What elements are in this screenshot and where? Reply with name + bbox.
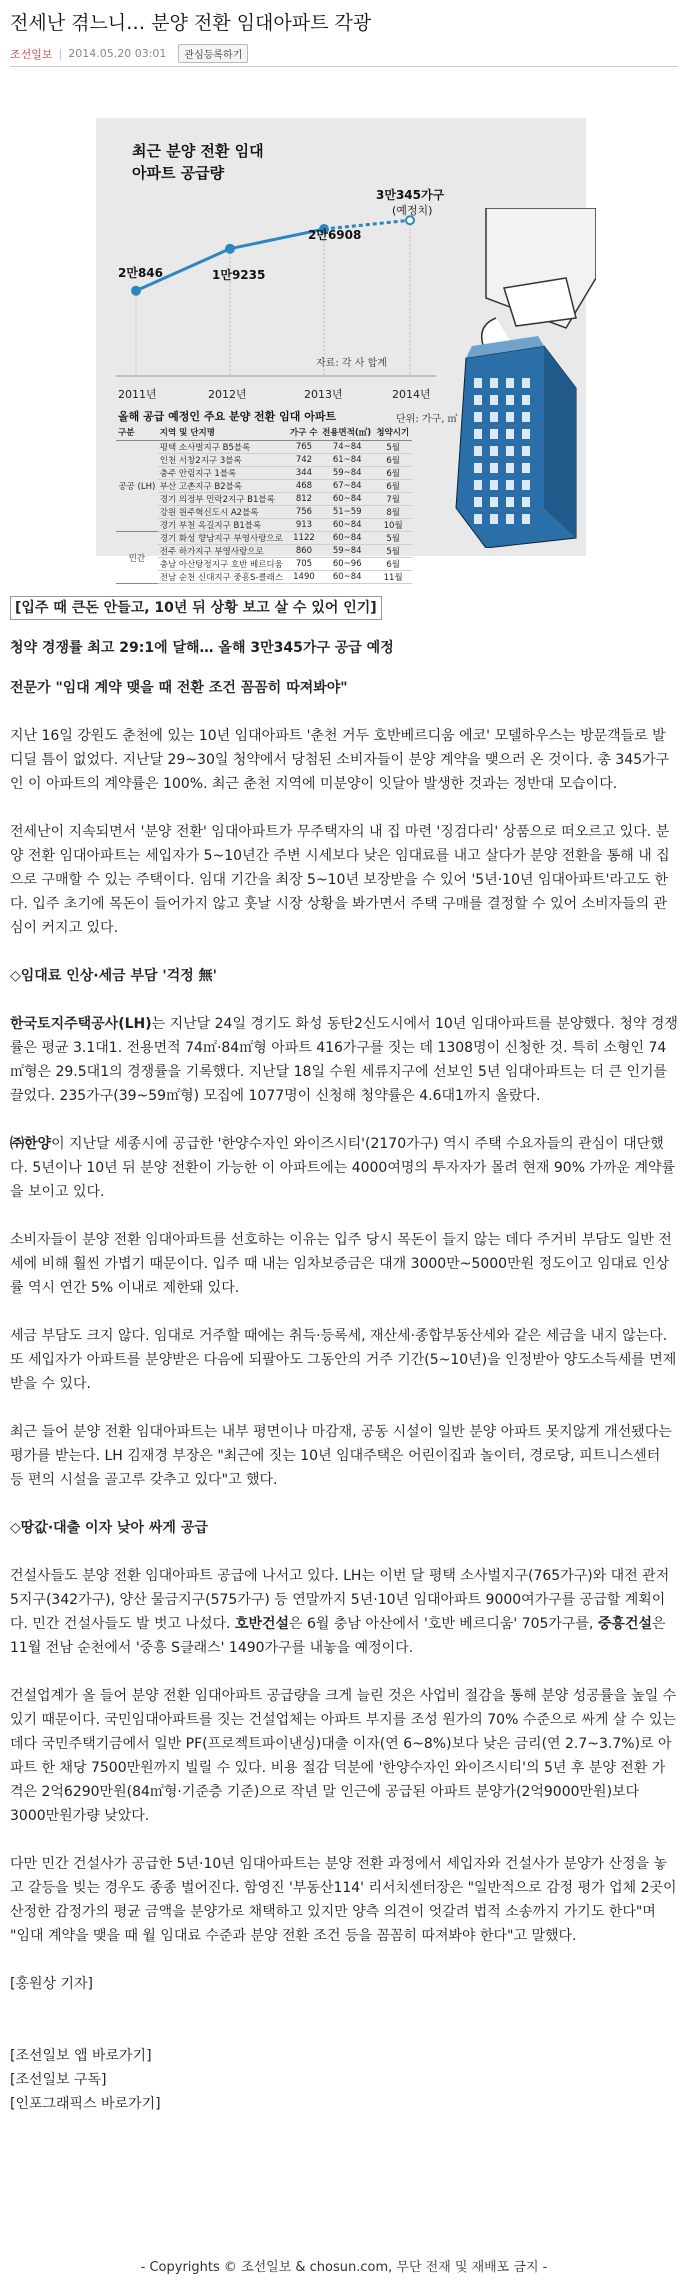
building-window bbox=[522, 514, 530, 524]
building-window bbox=[474, 446, 482, 456]
table-cell: 742 bbox=[288, 454, 320, 467]
table-cell: 51~59 bbox=[320, 506, 374, 519]
building-window bbox=[474, 497, 482, 507]
table-group-cell: 공공 (LH) bbox=[116, 441, 158, 532]
chart-source-note: 자료: 각 사 합계 bbox=[316, 358, 387, 369]
supply-table bbox=[116, 424, 412, 584]
building-window bbox=[522, 446, 530, 456]
table-cell: 60~84 bbox=[320, 519, 374, 532]
article-source[interactable]: 조선일보 bbox=[10, 47, 53, 61]
table-cell: 평택 소사벌지구 B5블록 bbox=[158, 441, 288, 454]
building-window bbox=[490, 480, 498, 490]
company-name: 호반건설 bbox=[234, 1616, 290, 1632]
table-cell: 59~84 bbox=[320, 467, 374, 480]
company-name: 중흥건설 bbox=[597, 1616, 652, 1632]
building-window bbox=[490, 497, 498, 507]
paragraph: 최근 들어 분양 전환 임대아파트는 내부 평면이나 마감재, 공동 시설이 일반 분양 아파트 못지않게 개선됐다는 평가를 받는다. LH 김재경 부장은 "최근에 짓는 10년 임대주택은 어린이집과 놀이터, 경로당, 피트니스센터 등 편의 시설을 골고루 갖추고 있다"고 했다. bbox=[10, 1424, 672, 1488]
building-window bbox=[522, 480, 530, 490]
table-row bbox=[116, 571, 412, 584]
building-window bbox=[490, 378, 498, 388]
building-window bbox=[490, 446, 498, 456]
x-tick-2013: 2013년 bbox=[304, 388, 343, 401]
building-windows bbox=[426, 208, 596, 548]
building-window bbox=[490, 463, 498, 473]
building-window bbox=[474, 429, 482, 439]
article-datetime: 2014.05.20 03:01 bbox=[68, 47, 167, 60]
table-title: 올해 공급 예정인 주요 분양 전환 임대 아파트 bbox=[118, 410, 337, 423]
table-row bbox=[116, 519, 412, 532]
infographics-link[interactable]: [인포그래픽스 바로가기] bbox=[10, 2096, 161, 2112]
table-header-cell: 청약시기 bbox=[374, 424, 412, 441]
table-cell: 860 bbox=[288, 545, 320, 558]
table-cell: 765 bbox=[288, 441, 320, 454]
section-heading: ◇땅값·대출 이자 낮아 싸게 공급 bbox=[10, 1520, 208, 1536]
data-label-2011: 2만846 bbox=[118, 266, 163, 280]
building-window bbox=[490, 429, 498, 439]
table-cell: 61~84 bbox=[320, 454, 374, 467]
article-meta bbox=[10, 44, 248, 63]
data-point bbox=[132, 287, 140, 295]
table-cell: 7월 bbox=[374, 493, 412, 506]
building-window bbox=[474, 395, 482, 405]
table-header-row bbox=[116, 424, 412, 441]
table-unit: 단위: 가구, ㎡ bbox=[396, 414, 458, 425]
table-cell: 5월 bbox=[374, 532, 412, 545]
subscribe-link[interactable]: [조선일보 구독] bbox=[10, 2072, 107, 2088]
table-cell: 충주 안림지구 1블록 bbox=[158, 467, 288, 480]
table-cell: 부산 고촌지구 B2블록 bbox=[158, 480, 288, 493]
table-row bbox=[116, 493, 412, 506]
x-tick-2012: 2012년 bbox=[208, 388, 247, 401]
data-point bbox=[226, 245, 234, 253]
forecast-annotation: (예정치) bbox=[392, 204, 433, 217]
building-window bbox=[506, 378, 514, 388]
table-cell: 강원 원주혁신도시 A2블록 bbox=[158, 506, 288, 519]
table-cell: 경기 화성 향남지구 부영사랑으로 bbox=[158, 532, 288, 545]
building-window bbox=[522, 395, 530, 405]
building-window bbox=[474, 514, 482, 524]
table-row bbox=[116, 467, 412, 480]
subheadline-box: [입주 때 큰돈 안들고, 10년 뒤 상황 보고 살 수 있어 인기] bbox=[10, 596, 382, 620]
building-window bbox=[522, 378, 530, 388]
infographic-title-line2: 아파트 공급량 bbox=[132, 164, 225, 182]
table-cell: 812 bbox=[288, 493, 320, 506]
building-window bbox=[506, 497, 514, 507]
infographic bbox=[96, 118, 586, 583]
subheadline-3: 전문가 "임대 계약 맺을 때 전환 조건 꼼꼼히 따져봐야" bbox=[10, 680, 348, 696]
building-window bbox=[474, 463, 482, 473]
paragraph: 소비자들이 분양 전환 임대아파트를 선호하는 이유는 입주 당시 목돈이 들지 않는 데다 주거비 부담도 일반 전세에 비해 훨씬 가볍기 때문이다. 입주 때 내는 임차보증금은 대개 3000만~5000만원 정도이고 임대료 인상률 역시 연간 5% 이내로 제한돼 있다. bbox=[10, 1232, 672, 1296]
paragraph: 세금 부담도 크지 않다. 임대로 거주할 때에는 취득·등록세, 재산세·종합부동산세와 같은 세금을 내지 않는다. 또 세입자가 아파트를 분양받은 다음에 되팔아도 그동안의 거주 기간(5~10년)을 인정받아 양도소득세를 면제받을 수 있다. bbox=[10, 1328, 677, 1392]
table-cell: 60~84 bbox=[320, 493, 374, 506]
table-cell: 5월 bbox=[374, 545, 412, 558]
table-row bbox=[116, 558, 412, 571]
table-cell: 인천 서창2지구 3블록 bbox=[158, 454, 288, 467]
table-row bbox=[116, 532, 412, 545]
table-cell: 6월 bbox=[374, 480, 412, 493]
table-cell: 756 bbox=[288, 506, 320, 519]
table-cell: 705 bbox=[288, 558, 320, 571]
related-links bbox=[10, 2020, 678, 2116]
building-window bbox=[522, 412, 530, 422]
table-cell: 913 bbox=[288, 519, 320, 532]
building-window bbox=[522, 463, 530, 473]
paragraph bbox=[10, 1132, 678, 1204]
subheadline-1 bbox=[10, 596, 678, 620]
table-cell: 74~84 bbox=[320, 441, 374, 454]
table-cell: 344 bbox=[288, 467, 320, 480]
table-row bbox=[116, 480, 412, 493]
table-cell: 60~84 bbox=[320, 571, 374, 584]
table-cell: 6월 bbox=[374, 558, 412, 571]
building-window bbox=[522, 429, 530, 439]
x-tick-2014: 2014년 bbox=[392, 388, 431, 401]
paragraph-text: 는 지난달 24일 경기도 화성 동탄2신도시에서 10년 임대아파트를 분양했다. 청약 경쟁률은 평균 3.1대1. 전용면적 74㎡·84㎡형 아파트 416가구를 짓는 데 1308명이 신청한 것. 특히 소형인 74㎡형은 29.5대1의 경쟁률을 기록했다. 지난달 18일 수원 세류지구에 선보인 5년 임대아파트는 더 큰 인기를 끌었다. 235가구(39~59㎡형) 모집에 1077명이 신청해 청약률은 4.6대1까지 올랐다. bbox=[10, 1016, 678, 1104]
paragraph-text: 건설사들도 분양 전환 임대아파트 공급에 나서고 있다. LH는 이번 달 평택 소사벌지구(765가구)와 대전 관저5지구(342가구), 양산 물금지구(575가구) 등 연말까지 5년·10년 임대아파트 9000여가구를 공급할 계획이다. 민간 건설사들도 발 벗고 나섰다. bbox=[10, 1568, 670, 1632]
building-window bbox=[490, 395, 498, 405]
x-tick-2011: 2011년 bbox=[118, 388, 157, 401]
table-cell: 1122 bbox=[288, 532, 320, 545]
building-window bbox=[522, 497, 530, 507]
table-header-cell: 지역 및 단지명 bbox=[158, 424, 288, 441]
byline: [홍원상 기자] bbox=[10, 1976, 93, 1992]
table-group-cell: 민간 bbox=[116, 532, 158, 584]
data-label-2014: 3만345가구 bbox=[376, 188, 445, 202]
table-cell: 전남 순천 신대지구 중흥S-클래스 bbox=[158, 571, 288, 584]
table-cell: 6월 bbox=[374, 454, 412, 467]
paragraph-text: 은 6월 충남 아산에서 '호반 베르디움' 705가구를, bbox=[289, 1616, 598, 1632]
copyright-footer: - Copyrights © 조선일보 & chosun.com, 무단 전재 및 재배포 금지 - bbox=[140, 2260, 548, 2275]
table-cell: 10월 bbox=[374, 519, 412, 532]
paragraph: 지난 16일 강원도 춘천에 있는 10년 임대아파트 '춘천 거두 호반베르디움 에코' 모델하우스는 방문객들로 발 디딜 틈이 없었다. 지난달 29~30일 청약에서 당첨된 소비자들이 분양 계약을 맺으러 온 것이다. 총 345가구인 이 아파트의 계약률은 100%. 최근 춘천 지역에 미분양이 잇달아 발생한 것과는 정반대 모습이다. bbox=[10, 728, 670, 792]
table-cell: 11월 bbox=[374, 571, 412, 584]
table-row bbox=[116, 454, 412, 467]
table-cell: 경기 의정부 민락2지구 B1블록 bbox=[158, 493, 288, 506]
paragraph-text: 이 지난달 세종시에 공급한 '한양수자인 와이즈시티'(2170가구) 역시 주택 수요자들의 관심이 대단했다. 5년이나 10년 뒤 분양 전환이 가능한 이 아파트에는 4000여명의 투자자가 몰려 현재 90% 가까운 계약률을 보이고 있다. bbox=[10, 1136, 676, 1200]
table-header-cell: 가구 수 bbox=[288, 424, 320, 441]
table-cell: 전주 하가지구 부영사랑으로 bbox=[158, 545, 288, 558]
table-cell: 60~84 bbox=[320, 532, 374, 545]
table-cell: 경기 부천 옥길지구 B1블록 bbox=[158, 519, 288, 532]
building-window bbox=[474, 480, 482, 490]
bookmark-button[interactable]: 관심등록하기 bbox=[178, 44, 248, 63]
company-name: ㈜한양 bbox=[10, 1136, 52, 1152]
paragraph bbox=[10, 1012, 678, 1108]
table-cell: 충남 아산탕정지구 호반 베르디움 bbox=[158, 558, 288, 571]
article-headline: 전세난 겪느니… 분양 전환 임대아파트 각광 bbox=[10, 12, 372, 34]
article-body bbox=[10, 596, 678, 2116]
paragraph-text: 은 11월 전남 순천에서 '중흥 S클래스' 1490가구를 내놓을 예정이다. bbox=[10, 1616, 666, 1656]
table-row bbox=[116, 441, 412, 454]
building-window bbox=[490, 412, 498, 422]
section-heading: ◇임대료 인상·세금 부담 '걱정 無' bbox=[10, 968, 217, 984]
table-cell: 60~96 bbox=[320, 558, 374, 571]
header-divider bbox=[10, 66, 678, 67]
infographic-title-line1: 최근 분양 전환 임대 bbox=[132, 142, 264, 160]
building-window bbox=[474, 378, 482, 388]
building-window bbox=[490, 514, 498, 524]
paragraph bbox=[10, 1564, 678, 1660]
building-window bbox=[474, 412, 482, 422]
building-window bbox=[506, 446, 514, 456]
table-row bbox=[116, 545, 412, 558]
table-cell: 5월 bbox=[374, 441, 412, 454]
paragraph: 전세난이 지속되면서 '분양 전환' 임대아파트가 무주택자의 내 집 마련 '징검다리' 상품으로 떠오르고 있다. 분양 전환 임대아파트는 세입자가 5~10년간 주변 시세보다 낮은 임대료를 내고 살다가 분양 전환을 통해 내 집으로 구매할 수 있는 주택이다. 임대 기간을 최장 5~10년 보장받을 수 있어 '5년·10년 임대아파트'라고도 한다. 입주 초기에 목돈이 들어가지 않고 훗날 시장 상황을 봐가면서 주택 구매를 결정할 수 있어 소비자들의 관심이 커지고 있다. bbox=[10, 824, 670, 936]
data-label-2013: 2만6908 bbox=[308, 228, 362, 242]
meta-separator: | bbox=[58, 47, 63, 60]
table-cell: 59~84 bbox=[320, 545, 374, 558]
table-row bbox=[116, 506, 412, 519]
building-window bbox=[506, 463, 514, 473]
table-cell: 6월 bbox=[374, 467, 412, 480]
building-window bbox=[506, 514, 514, 524]
table-header-cell: 구분 bbox=[116, 424, 158, 441]
subheadline-2: 청약 경쟁률 최고 29:1에 달해… 올해 3만345가구 공급 예정 bbox=[10, 640, 394, 656]
table-cell: 468 bbox=[288, 480, 320, 493]
building-window bbox=[506, 412, 514, 422]
data-label-2012: 1만9235 bbox=[212, 268, 266, 282]
table-cell: 8월 bbox=[374, 506, 412, 519]
app-link[interactable]: [조선일보 앱 바로가기] bbox=[10, 2048, 152, 2064]
paragraph: 다만 민간 건설사가 공급한 5년·10년 임대아파트는 분양 전환 과정에서 세입자와 건설사가 분양가 산정을 놓고 갈등을 빚는 경우도 종종 벌어진다. 함영진 '부동산114' 리서치센터장은 "일반적으로 감정 평가 업체 2곳이 산정한 감정가의 평균 금액을 분양가로 채택하고 있지만 양측 의견이 엇갈려 법적 소송까지 가기도 한다"며 "임대 계약을 맺을 때 월 임대료 수준과 분양 전환 조건 등을 꼼꼼히 따져봐야 한다"고 말했다. bbox=[10, 1856, 677, 1944]
table-cell: 1490 bbox=[288, 571, 320, 584]
table-header-cell: 전용면적(㎡) bbox=[320, 424, 374, 441]
table-cell: 67~84 bbox=[320, 480, 374, 493]
company-name: 한국토지주택공사(LH) bbox=[10, 1016, 152, 1032]
building-window bbox=[506, 480, 514, 490]
paragraph: 건설업계가 올 들어 분양 전환 임대아파트 공급량을 크게 늘린 것은 사업비 절감을 통해 분양 성공률을 높일 수 있기 때문이다. 국민임대아파트를 짓는 건설업체는 아파트 부지를 조성 원가의 70% 수준으로 싸게 살 수 있는 데다 국민주택기금에서 일반 PF(프로젝트파이낸싱)대출 이자(연 6~8%)보다 낮은 금리(연 2.7~3.7%)로 아파트 한 채당 7500만원까지 빌릴 수 있다. 비용 절감 덕분에 '한양수자인 와이즈시티'의 5년 후 분양 전환 가격은 2억6290만원(84㎡형·기준층 기준)으로 작년 말 인근에 공급된 아파트 분양가(2억9000만원)보다 3000만원가량 낮았다. bbox=[10, 1688, 677, 1824]
building-window bbox=[506, 429, 514, 439]
building-window bbox=[506, 395, 514, 405]
